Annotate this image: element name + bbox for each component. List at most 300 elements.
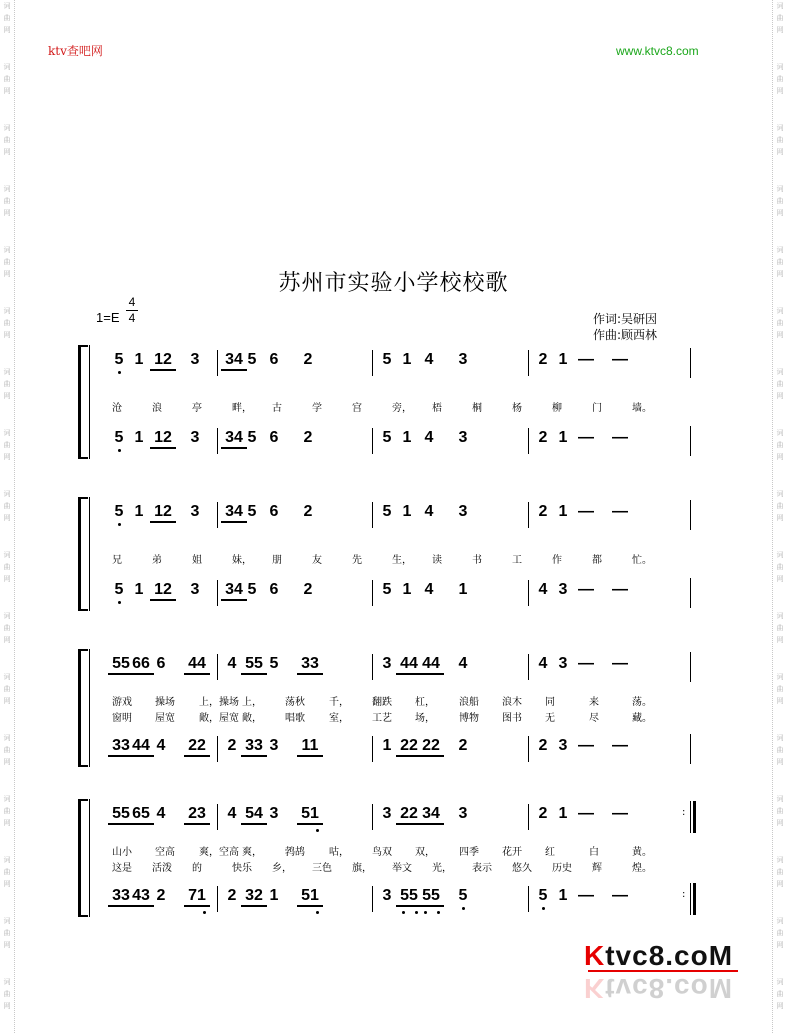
note: 23 xyxy=(184,805,210,825)
upper-voice-row xyxy=(104,801,689,835)
barline xyxy=(217,886,218,912)
watermark-glyphs: 词 曲 网 xyxy=(3,429,11,461)
note: 12 xyxy=(150,351,176,371)
lyric-syllable: 荡秋 xyxy=(285,697,305,708)
barline xyxy=(528,886,529,912)
note: 6 xyxy=(269,503,279,520)
score-system xyxy=(78,799,688,917)
watermark-glyphs: 词 曲 网 xyxy=(3,246,11,278)
site-name-left: ktv查吧网 xyxy=(48,44,103,58)
watermark-glyphs: 词 曲 网 xyxy=(776,2,784,34)
watermark-glyphs: 词 曲 网 xyxy=(3,490,11,522)
barline xyxy=(528,736,529,762)
lyric-syllable: 悠久 xyxy=(512,863,532,874)
note: 4 xyxy=(424,581,434,598)
lyric-syllable: 快乐 xyxy=(232,863,252,874)
note: 34 xyxy=(221,503,247,523)
lyric-syllable: 生， xyxy=(392,555,412,566)
barline xyxy=(217,502,218,528)
barline xyxy=(372,654,373,680)
note: 1 xyxy=(402,351,412,368)
note: 1 xyxy=(402,429,412,446)
barline xyxy=(528,654,529,680)
note: 3 xyxy=(190,429,200,446)
lyric-syllable: 三色 xyxy=(312,863,332,874)
note: 1 xyxy=(134,581,144,598)
note: 34 xyxy=(221,429,247,449)
note: 3 xyxy=(190,503,200,520)
time-signature-top: 4 xyxy=(128,295,136,309)
note: 4 xyxy=(227,805,237,822)
note: 22 xyxy=(184,737,210,757)
note: 1 xyxy=(134,429,144,446)
watermark-glyphs: 词 曲 网 xyxy=(776,795,784,827)
barline xyxy=(528,502,529,528)
note: 2 xyxy=(303,503,313,520)
note: 34 xyxy=(221,581,247,601)
barline xyxy=(217,428,218,454)
watermark-glyphs: 词 曲 网 xyxy=(776,185,784,217)
logo-text: Ktvc8.coM xyxy=(584,940,734,971)
note: — xyxy=(612,805,628,822)
lyric-syllable: 旗， xyxy=(352,863,372,874)
note: 5 xyxy=(247,429,257,446)
watermark-glyphs: 词 曲 网 xyxy=(776,124,784,156)
watermark-glyphs: 词 曲 网 xyxy=(3,185,11,217)
note: 5 xyxy=(382,503,392,520)
note: — xyxy=(612,429,628,446)
watermark-glyphs: 词 曲 网 xyxy=(776,673,784,705)
note: 3 xyxy=(458,429,468,446)
note: 44 xyxy=(396,655,422,675)
lower-voice-row xyxy=(104,733,689,767)
barline xyxy=(372,886,373,912)
lyric-syllable: 花开 xyxy=(502,847,522,858)
note: 33 xyxy=(108,887,134,907)
lyric-syllable: 游戏 xyxy=(112,697,132,708)
watermark-glyphs: 词 曲 网 xyxy=(3,368,11,400)
note: 12 xyxy=(150,581,176,601)
lyric-syllable: 这是 xyxy=(112,863,132,874)
watermark-glyphs: 词 曲 网 xyxy=(776,490,784,522)
note: 2 xyxy=(303,351,313,368)
note: — xyxy=(578,429,594,446)
watermark-glyphs: 词 曲 网 xyxy=(3,124,11,156)
note: 55 xyxy=(241,655,267,675)
note: 2 xyxy=(303,429,313,446)
score-system xyxy=(78,497,688,611)
note: 4 xyxy=(227,655,237,672)
lyric-syllable: 窗明 xyxy=(112,713,132,724)
note: 44 xyxy=(128,737,154,757)
lyric-syllable: 书 xyxy=(472,555,482,566)
note: 6 xyxy=(269,429,279,446)
lyric-syllable: 举文 xyxy=(392,863,412,874)
logo-reflection: Ktvc8.coM xyxy=(584,973,734,1004)
barline xyxy=(217,580,218,606)
lyric-syllable: 图书 xyxy=(502,713,522,724)
barline xyxy=(528,350,529,376)
note: 3 xyxy=(190,581,200,598)
note: 55 xyxy=(108,805,134,825)
watermark-glyphs: 词 曲 网 xyxy=(776,551,784,583)
ktvc8-logo xyxy=(584,940,740,1004)
barline xyxy=(528,804,529,830)
barline xyxy=(690,734,691,764)
note: 11 xyxy=(297,737,323,757)
watermark-glyphs: 词 曲 网 xyxy=(3,307,11,339)
note: 2 xyxy=(538,737,548,754)
note: 4 xyxy=(538,581,548,598)
watermark-glyphs: 词 曲 网 xyxy=(3,734,11,766)
song-title: 苏州市实验小学校校歌 xyxy=(278,271,509,296)
note: 5 xyxy=(269,655,279,672)
lyric-syllable: 桐 xyxy=(472,403,482,414)
key-signature: 1=E xyxy=(96,310,120,325)
note: 5 xyxy=(112,351,126,369)
lyric-syllable: 杨 xyxy=(512,403,522,414)
note: 33 xyxy=(241,737,267,757)
end-repeat-barline: : xyxy=(690,883,700,915)
note: — xyxy=(578,581,594,598)
lyric-syllable: 作 xyxy=(552,555,562,566)
lyric-syllable: 荡。 xyxy=(632,697,652,708)
note: 22 xyxy=(396,737,422,757)
lyric-syllable: 友 xyxy=(312,555,322,566)
lyric-syllable: 辉 xyxy=(592,863,602,874)
note: 4 xyxy=(424,429,434,446)
upper-voice-row xyxy=(104,347,689,381)
note: 34 xyxy=(418,805,444,825)
lyric-syllable: 旁， xyxy=(392,403,412,414)
note: 5 xyxy=(382,351,392,368)
note: — xyxy=(578,737,594,754)
score-system xyxy=(78,649,688,767)
system-bracket xyxy=(78,345,88,459)
note: 1 xyxy=(134,503,144,520)
note: 1 xyxy=(458,581,468,598)
note: 43 xyxy=(128,887,154,907)
watermark-column-left xyxy=(0,0,15,1033)
lyric-syllable: 爽， xyxy=(242,847,262,858)
note: 5 xyxy=(456,887,470,905)
note: 4 xyxy=(156,737,166,754)
note: 2 xyxy=(458,737,468,754)
note: — xyxy=(612,655,628,672)
lyric-syllable: 都 xyxy=(592,555,602,566)
lyric-syllable: 黄。 xyxy=(632,847,652,858)
note: — xyxy=(612,737,628,754)
lyric-syllable: 活泼 xyxy=(152,863,172,874)
note: 71 xyxy=(184,887,210,907)
watermark-glyphs: 词 曲 网 xyxy=(3,856,11,888)
lyric-syllable: 浪 xyxy=(152,403,162,414)
lyric-syllable: 工艺 xyxy=(372,713,392,724)
note: 2 xyxy=(303,581,313,598)
note: 2 xyxy=(538,503,548,520)
barline xyxy=(217,654,218,680)
note: 22 xyxy=(418,737,444,757)
note: 2 xyxy=(156,887,166,904)
note: — xyxy=(612,503,628,520)
lyric-syllable: 历史 xyxy=(552,863,572,874)
upper-voice-row xyxy=(104,651,689,685)
note: — xyxy=(612,351,628,368)
lyric-syllable: 乡， xyxy=(272,863,292,874)
lyric-syllable: 鹁鸪 xyxy=(285,847,305,858)
note: 5 xyxy=(247,503,257,520)
note: 5 xyxy=(536,887,550,905)
lower-voice-row xyxy=(104,577,689,611)
note: 51 xyxy=(297,805,323,825)
note: 3 xyxy=(190,351,200,368)
note: 5 xyxy=(112,429,126,447)
lower-voice-row xyxy=(104,883,689,917)
lyric-syllable: 咕， xyxy=(329,847,349,858)
note: 32 xyxy=(241,887,267,907)
note: 55 xyxy=(418,887,444,907)
barline xyxy=(372,502,373,528)
watermark-glyphs: 词 曲 网 xyxy=(3,2,11,34)
lyric-syllable: 唱歌 xyxy=(285,713,305,724)
note: 4 xyxy=(424,503,434,520)
barline xyxy=(528,580,529,606)
lower-voice-row xyxy=(104,425,689,459)
note: 3 xyxy=(558,737,568,754)
note: 3 xyxy=(558,655,568,672)
lyric-syllable: 上，操场 xyxy=(199,697,239,708)
note: — xyxy=(578,887,594,904)
lyric-syllable: 四季 xyxy=(459,847,479,858)
lyric-syllable: 敞， xyxy=(242,713,262,724)
lyric-syllable: 浪船 xyxy=(459,697,479,708)
note: 6 xyxy=(269,351,279,368)
watermark-glyphs: 词 曲 网 xyxy=(776,917,784,949)
lyric-syllable: 红 xyxy=(545,847,555,858)
note: 5 xyxy=(112,581,126,599)
lyric-syllable: 亭 xyxy=(192,403,202,414)
note: 6 xyxy=(269,581,279,598)
note: 1 xyxy=(558,805,568,822)
watermark-glyphs: 词 曲 网 xyxy=(776,856,784,888)
lyric-syllable: 古 xyxy=(272,403,282,414)
lyric-syllable: 博物 xyxy=(459,713,479,724)
watermark-glyphs: 词 曲 网 xyxy=(776,246,784,278)
lyric-syllable: 梧 xyxy=(432,403,442,414)
system-bracket xyxy=(78,799,88,917)
watermark-glyphs: 词 曲 网 xyxy=(3,673,11,705)
upper-voice-row xyxy=(104,499,689,533)
note: 5 xyxy=(382,429,392,446)
lyric-syllable: 敞，屋宽 xyxy=(199,713,239,724)
note: 65 xyxy=(128,805,154,825)
note: 1 xyxy=(402,581,412,598)
note: — xyxy=(578,805,594,822)
lyric-syllable: 浪木 xyxy=(502,697,522,708)
lyric-syllable: 爽，空高 xyxy=(199,847,239,858)
note: 1 xyxy=(558,503,568,520)
barline xyxy=(372,428,373,454)
note: 3 xyxy=(382,887,392,904)
lyric-syllable: 先 xyxy=(352,555,362,566)
note: 3 xyxy=(269,805,279,822)
lyric-syllable: 弟 xyxy=(152,555,162,566)
note: 3 xyxy=(458,351,468,368)
watermark-glyphs: 词 曲 网 xyxy=(3,795,11,827)
note: 2 xyxy=(227,887,237,904)
lyric-syllable: 的 xyxy=(192,863,202,874)
lyric-syllable: 门 xyxy=(592,403,602,414)
lyric-syllable: 翻跌 xyxy=(372,697,392,708)
note: — xyxy=(612,887,628,904)
note: 1 xyxy=(558,429,568,446)
note: 4 xyxy=(538,655,548,672)
lyric-syllable: 屋宽 xyxy=(155,713,175,724)
watermark-glyphs: 词 曲 网 xyxy=(776,978,784,1010)
note: 33 xyxy=(297,655,323,675)
note: 5 xyxy=(382,581,392,598)
note: 2 xyxy=(538,429,548,446)
watermark-glyphs: 词 曲 网 xyxy=(776,429,784,461)
note: 66 xyxy=(128,655,154,675)
credits xyxy=(593,311,657,343)
note: 55 xyxy=(108,655,134,675)
lyric-syllable: 表示 xyxy=(472,863,492,874)
lyric-syllable: 上， xyxy=(242,697,262,708)
note: 44 xyxy=(418,655,444,675)
watermark-glyphs: 词 曲 网 xyxy=(3,978,11,1010)
note: 54 xyxy=(241,805,267,825)
lyric-syllable: 读 xyxy=(432,555,442,566)
barline xyxy=(372,804,373,830)
note: 3 xyxy=(382,805,392,822)
note: 1 xyxy=(558,351,568,368)
note: 4 xyxy=(458,655,468,672)
system-bracket xyxy=(78,649,88,767)
note: 1 xyxy=(402,503,412,520)
barline xyxy=(690,348,691,378)
site-url-right: www.ktvc8.com xyxy=(616,44,699,58)
note: 1 xyxy=(269,887,279,904)
barline xyxy=(528,428,529,454)
note: 3 xyxy=(382,655,392,672)
lyricist: 作词:吴研因 xyxy=(593,312,658,326)
note: — xyxy=(612,581,628,598)
watermark-glyphs: 词 曲 网 xyxy=(776,612,784,644)
barline xyxy=(372,350,373,376)
note: 1 xyxy=(134,351,144,368)
lyric-syllable: 杠， xyxy=(415,697,435,708)
lyric-syllable: 姐 xyxy=(192,555,202,566)
lyric-syllable: 尽 xyxy=(589,713,599,724)
lyric-syllable: 空高 xyxy=(155,847,175,858)
end-repeat-barline: : xyxy=(690,801,700,833)
lyric-syllable: 藏。 xyxy=(632,713,652,724)
note: 5 xyxy=(247,351,257,368)
note: 2 xyxy=(538,351,548,368)
barline xyxy=(372,580,373,606)
lyric-syllable: 畔， xyxy=(232,403,252,414)
note: 3 xyxy=(458,805,468,822)
lyric-syllable: 鸟双 xyxy=(372,847,392,858)
lyric-syllable: 煌。 xyxy=(632,863,652,874)
lyric-syllable: 白 xyxy=(589,847,599,858)
barline xyxy=(217,804,218,830)
watermark-glyphs: 词 曲 网 xyxy=(776,734,784,766)
composer: 作曲:顾西林 xyxy=(593,328,658,342)
note: 1 xyxy=(558,887,568,904)
barline xyxy=(217,350,218,376)
note: 6 xyxy=(156,655,166,672)
barline xyxy=(690,500,691,530)
lyric-syllable: 操场 xyxy=(155,697,175,708)
note: 12 xyxy=(150,429,176,449)
lyric-syllable: 双， xyxy=(415,847,435,858)
note: — xyxy=(578,503,594,520)
score-system xyxy=(78,345,688,459)
note: 22 xyxy=(396,805,422,825)
note: 3 xyxy=(458,503,468,520)
barline xyxy=(690,578,691,608)
lyric-syllable: 山小 xyxy=(112,847,132,858)
note: — xyxy=(578,655,594,672)
lyric-syllable: 千， xyxy=(329,697,349,708)
lyric-syllable: 室， xyxy=(329,713,349,724)
note: — xyxy=(578,351,594,368)
note: 44 xyxy=(184,655,210,675)
barline xyxy=(690,652,691,682)
watermark-glyphs: 词 曲 网 xyxy=(3,551,11,583)
watermark-glyphs: 词 曲 网 xyxy=(776,63,784,95)
note: 55 xyxy=(396,887,422,907)
note: 5 xyxy=(112,503,126,521)
lyric-syllable: 墙。 xyxy=(632,403,652,414)
watermark-glyphs: 词 曲 网 xyxy=(3,612,11,644)
lyric-syllable: 光， xyxy=(432,863,452,874)
time-signature-bottom: 4 xyxy=(128,311,136,325)
lyric-syllable: 宫 xyxy=(352,403,362,414)
note: 33 xyxy=(108,737,134,757)
watermark-glyphs: 词 曲 网 xyxy=(776,368,784,400)
note: 3 xyxy=(269,737,279,754)
lyric-syllable: 无 xyxy=(545,713,555,724)
note: 51 xyxy=(297,887,323,907)
lyric-syllable: 兄 xyxy=(112,555,122,566)
note: 12 xyxy=(150,503,176,523)
lyric-syllable: 柳 xyxy=(552,403,562,414)
lyric-syllable: 学 xyxy=(312,403,322,414)
barline xyxy=(217,736,218,762)
time-signature xyxy=(126,296,138,325)
watermark-column-right xyxy=(772,0,787,1033)
barline xyxy=(372,736,373,762)
lyric-syllable: 妹， xyxy=(232,555,252,566)
note: 5 xyxy=(247,581,257,598)
watermark-glyphs: 词 曲 网 xyxy=(3,917,11,949)
watermark-glyphs: 词 曲 网 xyxy=(776,307,784,339)
lyric-syllable: 来 xyxy=(589,697,599,708)
system-bracket xyxy=(78,497,88,611)
lyric-syllable: 场， xyxy=(415,713,435,724)
note: 4 xyxy=(156,805,166,822)
note: 1 xyxy=(382,737,392,754)
lyric-syllable: 同 xyxy=(545,697,555,708)
note: 34 xyxy=(221,351,247,371)
lyric-syllable: 沧 xyxy=(112,403,122,414)
note: 2 xyxy=(227,737,237,754)
note: 4 xyxy=(424,351,434,368)
lyric-syllable: 朋 xyxy=(272,555,282,566)
